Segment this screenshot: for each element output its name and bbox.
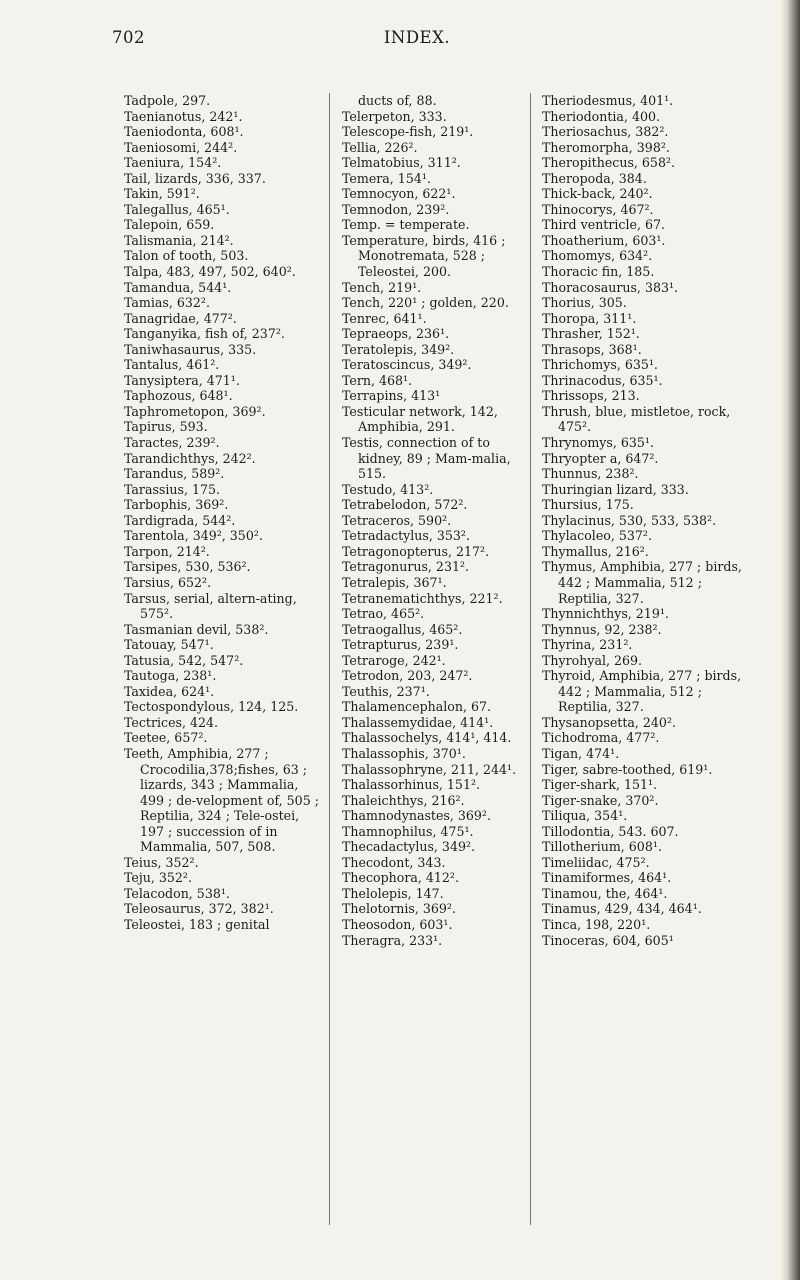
index-entry: Tichodroma, 477². (542, 730, 660, 746)
page-header (112, 28, 722, 52)
index-entry: Tinoceras, 604, 605¹ (542, 932, 674, 948)
index-entry: Tench, 219¹. (342, 279, 422, 295)
index-entry: Telmatobius, 311². (342, 155, 461, 171)
index-entry: Talpa, 483, 497, 502, 640². (124, 264, 296, 280)
index-entry: Timeliidac, 475². (542, 854, 650, 870)
index-entry: Terrapins, 413¹ (342, 388, 441, 404)
index-entry: Theosodon, 603¹. (342, 916, 453, 932)
index-entry: Teius, 352². (124, 854, 199, 870)
index-entry: Tautoga, 238¹. (124, 668, 217, 684)
index-entry: Tetrao, 465². (342, 606, 425, 622)
index-entry: Thyrohyal, 269. (542, 652, 643, 668)
index-column-3 (542, 93, 742, 948)
index-entry: Thecodont, 343. (342, 854, 446, 870)
page-edge-shadow (780, 0, 800, 1280)
index-entry: Thalassemydidae, 414¹. (342, 714, 494, 730)
page-number: 702 (112, 28, 145, 47)
index-entry: Tench, 220¹ ; golden, 220. (342, 295, 509, 311)
index-entry: Thamnodynastes, 369². (342, 808, 491, 824)
index-entry: Taenianotus, 242¹. (124, 108, 243, 124)
index-entry: Teetee, 657². (124, 730, 208, 746)
index-entry: Tigan, 474¹. (542, 745, 620, 761)
index-entry: Tapirus, 593. (124, 419, 208, 435)
index-entry: Theragra, 233¹. (342, 932, 443, 948)
index-entry: Thysanopsetta, 240². (542, 714, 676, 730)
index-entry: Tepraeops, 236¹. (342, 326, 450, 342)
index-entry: Thalamencephalon, 67. (342, 699, 492, 715)
index-entry: Thalassorhinus, 151². (342, 777, 481, 793)
index-entry: Tinamou, the, 464¹. (542, 885, 668, 901)
index-entry: Thrinacodus, 635¹. (542, 372, 663, 388)
index-entry: Temera, 154¹. (342, 170, 431, 186)
index-entry: Thelotornis, 369². (342, 901, 456, 917)
index-entry: Temp. = temperate. (342, 217, 470, 233)
index-entry: Testis, connection of to kidney, 89 ; Mam-malia, 515. (342, 435, 511, 482)
index-column-2 (342, 93, 538, 948)
index-entry: Tetrapturus, 239¹. (342, 637, 459, 653)
index-entry: Thrissops, 213. (542, 388, 640, 404)
index-entry: Thelolepis, 147. (342, 885, 444, 901)
index-entry: Temperature, birds, 416 ; Monotremata, 528 ; Teleostei, 200. (342, 232, 506, 280)
index-entry: Thalassophryne, 211, 244¹. (342, 761, 517, 777)
index-entry: Tinamus, 429, 434, 464¹. (542, 901, 702, 917)
running-head: INDEX. (383, 28, 451, 47)
index-entry: Tamias, 632². (124, 295, 210, 311)
index-entry: Theriodesmus, 401¹. (542, 93, 674, 108)
index-entry: Tarsius, 652². (124, 574, 212, 590)
index-entry: Taeniosomi, 244². (124, 139, 238, 155)
index-entry: Tarbophis, 369². (124, 497, 229, 513)
index-entry: Temnodon, 239². (342, 201, 450, 217)
index-entry: Thymallus, 216². (542, 543, 649, 559)
index-entry: Taxidea, 624¹. (124, 683, 215, 699)
index-entry: Thymus, Amphibia, 277 ; birds, 442 ; Mammalia, 512 ; Reptilia, 327. (542, 559, 742, 606)
index-entry: Teuthis, 237¹. (342, 683, 430, 699)
index-entry: Tinca, 198, 220¹. (542, 916, 651, 932)
index-entry: Tinamiformes, 464¹. (542, 870, 672, 886)
index-entry: Tiger-snake, 370². (542, 792, 659, 808)
index-entry: Taniwhasaurus, 335. (124, 341, 257, 357)
index-entry: Tetradactylus, 353². (342, 528, 470, 544)
index-entry: Tetralepis, 367¹. (342, 574, 447, 590)
index-entry: Thoracic fin, 185. (542, 264, 655, 280)
index-entry: Thyrina, 231². (542, 637, 633, 653)
index-entry: Taphozous, 648¹. (124, 388, 233, 404)
index-entry: Thamnophilus, 475¹. (342, 823, 474, 839)
index-entry: Tardigrada, 544². (124, 512, 236, 528)
index-entry: Telacodon, 538¹. (124, 885, 230, 901)
index-entry: Thorius, 305. (542, 295, 627, 311)
index-entry: Tanganyika, fish of, 237². (124, 326, 285, 342)
index-entry: Taeniodonta, 608¹. (124, 124, 244, 140)
index-entry: Thyroid, Amphibia, 277 ; birds, 442 ; Mammalia, 512 ; Reptilia, 327. (542, 668, 742, 715)
index-entry: Theromorpha, 398². (542, 139, 670, 155)
index-entry: Tarassius, 175. (124, 481, 221, 497)
index-entry: Talegallus, 465¹. (124, 201, 230, 217)
column-divider (329, 93, 330, 1225)
index-entry: Teeth, Amphibia, 277 ; Crocodilia,378;fishes, 63 ; lizards, 343 ; Mammalia, 499 ; de-velopment of, 505 ; Reptilia, 324 ; Tele-ostei, 197 ; succession of in Mammalia, 507, 508. (124, 745, 319, 855)
index-entry: Tamandua, 544¹. (124, 279, 232, 295)
index-entry: Tillotherium, 608¹. (542, 839, 662, 855)
index-entry: Tarsipes, 530, 536². (124, 559, 251, 575)
index-entry: Tasmanian devil, 538². (124, 621, 269, 637)
index-entry: Taphrometopon, 369². (124, 403, 266, 419)
index-entry: Theropithecus, 658². (542, 155, 676, 171)
index-entry: Tetrodon, 203, 247². (342, 668, 473, 684)
index-entry: Tarandus, 589². (124, 466, 225, 482)
index-entry: Thuringian lizard, 333. (542, 481, 689, 497)
index-entry: Tetragonurus, 231². (342, 559, 470, 575)
index-entry: Talismania, 214². (124, 232, 234, 248)
index-entry: Thomomys, 634². (542, 248, 653, 264)
index-entry: Teleosaurus, 372, 382¹. (124, 901, 274, 917)
index-entry: Tiger, sabre-toothed, 619¹. (542, 761, 713, 777)
index-entry: Tetragonopterus, 217². (342, 543, 490, 559)
index-entry: Testudo, 413². (342, 481, 434, 497)
index-entry: Thalassophis, 370¹. (342, 745, 466, 761)
index-column-1 (124, 93, 320, 933)
index-entry: Tectrices, 424. (124, 714, 219, 730)
index-entry: Thrynomys, 635¹. (542, 435, 654, 451)
index-entry: Teratolepis, 349². (342, 341, 455, 357)
index-entry: Tetrabelodon, 572². (342, 497, 468, 513)
index-entry: Telescope-fish, 219¹. (342, 124, 474, 140)
index-entry: Tail, lizards, 336, 337. (124, 170, 266, 186)
index-entry: Talon of tooth, 503. (124, 248, 249, 264)
index-entry: Thaleichthys, 216². (342, 792, 465, 808)
index-entry: Thoropa, 311¹. (542, 310, 637, 326)
index-entry: Tetraceros, 590². (342, 512, 452, 528)
index-entry: Thrasops, 368¹. (542, 341, 642, 357)
index-entry: Tectospondylous, 124, 125. (124, 699, 299, 715)
index-entry: Tiger-shark, 151¹. (542, 777, 658, 793)
index-entry: Tarpon, 214². (124, 543, 210, 559)
index-entry: Tatusia, 542, 547². (124, 652, 244, 668)
index-entry: Tanysiptera, 471¹. (124, 372, 240, 388)
index-entry: Thynnus, 92, 238². (542, 621, 662, 637)
index-entry: Tiliqua, 354¹. (542, 808, 628, 824)
index-entry: Tanagridae, 477². (124, 310, 237, 326)
column-divider (530, 93, 531, 1225)
index-entry: Telerpeton, 333. (342, 108, 447, 124)
index-entry: Tatouay, 547¹. (124, 637, 214, 653)
index-entry: Thursius, 175. (542, 497, 634, 513)
index-entry: Thecophora, 412². (342, 870, 459, 886)
index-entry: Thalassochelys, 414¹, 414. (342, 730, 512, 746)
index-entry: Theropoda, 384. (542, 170, 647, 186)
index-entry: Tenrec, 641¹. (342, 310, 427, 326)
index-entry: Third ventricle, 67. (542, 217, 665, 233)
index-entry: Thecadactylus, 349². (342, 839, 476, 855)
index-entry: Thynnichthys, 219¹. (542, 606, 669, 622)
index-entry: Theriosachus, 382². (542, 124, 669, 140)
index-entry: ducts of, 88. (358, 93, 437, 108)
index-entry: Thylacoleo, 537². (542, 528, 652, 544)
index-entry: Tillodontia, 543. 607. (542, 823, 679, 839)
index-entry: Thylacinus, 530, 533, 538². (542, 512, 717, 528)
index-entry: Taeniura, 154². (124, 155, 222, 171)
index-entry: Thoatherium, 603¹. (542, 232, 666, 248)
index-entry: Thoracosaurus, 383¹. (542, 279, 679, 295)
index-entry: Talepoin, 659. (124, 217, 215, 233)
index-entry: Thryopter a, 647². (542, 450, 659, 466)
index-entry: Tarentola, 349², 350². (124, 528, 263, 544)
index-entry: Teratoscincus, 349². (342, 357, 472, 373)
index-entry: Thunnus, 238². (542, 466, 639, 482)
index-entry: Theriodontia, 400. (542, 108, 660, 124)
index-entry: Thrichomys, 635¹. (542, 357, 658, 373)
index-entry: Testicular network, 142, Amphibia, 291. (342, 403, 498, 435)
index-entry: Tarsus, serial, altern-ating, 575². (124, 590, 297, 622)
index-entry: Tetranematichthys, 221². (342, 590, 503, 606)
index-entry: Tadpole, 297. (124, 93, 211, 108)
index-entry: Thick-back, 240². (542, 186, 653, 202)
index-entry: Tern, 468¹. (342, 372, 413, 388)
index-entry: Teleostei, 183 ; genital (124, 916, 270, 932)
index-entry: Tetraroge, 242¹. (342, 652, 446, 668)
index-entry: Tetraogallus, 465². (342, 621, 463, 637)
index-entry: Thrasher, 152¹. (542, 326, 640, 342)
index-entry: Thrush, blue, mistletoe, rock, 475². (542, 403, 731, 435)
index-entry: Thinocorys, 467². (542, 201, 654, 217)
index-entry: Teju, 352². (124, 870, 192, 886)
index-entry: Tantalus, 461². (124, 357, 220, 373)
index-entry: Tellia, 226². (342, 139, 418, 155)
index-entry: Temnocyon, 622¹. (342, 186, 456, 202)
index-entry: Tarandichthys, 242². (124, 450, 256, 466)
index-entry: Takin, 591². (124, 186, 200, 202)
index-entry: Taractes, 239². (124, 435, 220, 451)
